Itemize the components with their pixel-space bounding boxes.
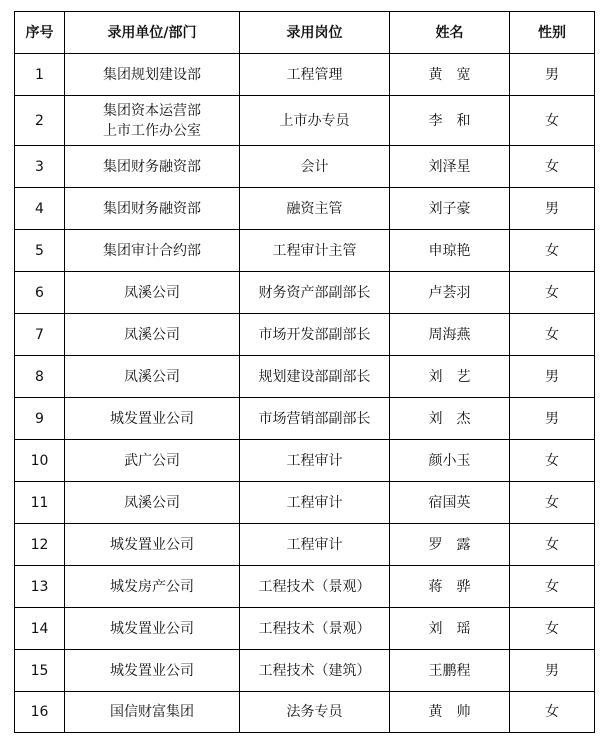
cell-post: 市场开发部副部长 xyxy=(240,314,390,356)
cell-gender: 女 xyxy=(510,146,595,188)
table-row xyxy=(15,566,595,608)
cell-unit xyxy=(65,692,240,733)
cell-gender: 男 xyxy=(510,188,595,230)
header-name: 姓名 xyxy=(390,12,510,54)
table-row xyxy=(15,524,595,566)
cell-name: 刘泽星 xyxy=(390,146,510,188)
cell-gender: 女 xyxy=(510,692,595,733)
unit-line-1: 凤溪公司 xyxy=(124,368,180,385)
unit-line-1: 集团财务融资部 xyxy=(103,200,201,217)
cell-unit xyxy=(65,440,240,482)
cell-unit xyxy=(65,146,240,188)
unit-line-2: 上市工作办公室 xyxy=(103,122,201,139)
table-row xyxy=(15,314,595,356)
cell-name: 宿国英 xyxy=(390,482,510,524)
cell-gender: 男 xyxy=(510,650,595,692)
unit-line-1: 武广公司 xyxy=(124,452,180,469)
unit-line-1: 凤溪公司 xyxy=(124,284,180,301)
cell-unit xyxy=(65,608,240,650)
cell-post: 法务专员 xyxy=(240,692,390,733)
cell-post: 融资主管 xyxy=(240,188,390,230)
cell-no: 13 xyxy=(15,566,65,608)
cell-unit xyxy=(65,566,240,608)
cell-unit xyxy=(65,230,240,272)
unit-line-1: 城发置业公司 xyxy=(110,620,194,637)
cell-no: 9 xyxy=(15,398,65,440)
cell-unit xyxy=(65,54,240,96)
cell-unit xyxy=(65,188,240,230)
cell-name: 黄 宽 xyxy=(390,54,510,96)
table-body xyxy=(15,54,595,733)
header-row xyxy=(15,12,595,54)
cell-no: 12 xyxy=(15,524,65,566)
table-row xyxy=(15,356,595,398)
cell-unit xyxy=(65,356,240,398)
cell-no: 7 xyxy=(15,314,65,356)
cell-gender: 男 xyxy=(510,356,595,398)
unit-line-1: 城发置业公司 xyxy=(110,662,194,679)
header-gender: 性别 xyxy=(510,12,595,54)
unit-line-1: 城发置业公司 xyxy=(110,410,194,427)
cell-no: 1 xyxy=(15,54,65,96)
cell-no: 15 xyxy=(15,650,65,692)
cell-unit xyxy=(65,398,240,440)
cell-no: 2 xyxy=(15,96,65,146)
unit-line-1: 城发置业公司 xyxy=(110,536,194,553)
table-row xyxy=(15,188,595,230)
cell-name: 申琼艳 xyxy=(390,230,510,272)
cell-name: 周海燕 xyxy=(390,314,510,356)
unit-line-1: 集团资本运营部 xyxy=(103,102,201,119)
cell-gender: 女 xyxy=(510,566,595,608)
cell-post: 工程管理 xyxy=(240,54,390,96)
cell-no: 8 xyxy=(15,356,65,398)
unit-line-1: 国信财富集团 xyxy=(110,704,194,720)
cell-post: 工程审计 xyxy=(240,482,390,524)
header-no: 序号 xyxy=(15,12,65,54)
cell-unit xyxy=(65,314,240,356)
cell-post: 上市办专员 xyxy=(240,96,390,146)
unit-line-1: 城发房产公司 xyxy=(110,578,194,595)
cell-gender: 男 xyxy=(510,398,595,440)
cell-name: 王鹏程 xyxy=(390,650,510,692)
cell-gender: 女 xyxy=(510,96,595,146)
cell-no: 6 xyxy=(15,272,65,314)
table-row xyxy=(15,692,595,733)
header-unit: 录用单位/部门 xyxy=(65,12,240,54)
cell-post: 工程审计 xyxy=(240,440,390,482)
cell-name: 刘子豪 xyxy=(390,188,510,230)
cell-no: 5 xyxy=(15,230,65,272)
cell-gender: 女 xyxy=(510,482,595,524)
cell-name: 颜小玉 xyxy=(390,440,510,482)
header-post: 录用岗位 xyxy=(240,12,390,54)
hiring-table xyxy=(14,11,595,733)
cell-name: 卢荟羽 xyxy=(390,272,510,314)
cell-post: 会计 xyxy=(240,146,390,188)
cell-post: 财务资产部副部长 xyxy=(240,272,390,314)
unit-line-1: 集团规划建设部 xyxy=(103,66,201,83)
cell-name: 蒋 骅 xyxy=(390,566,510,608)
cell-gender: 男 xyxy=(510,54,595,96)
cell-unit xyxy=(65,96,240,146)
table-row xyxy=(15,146,595,188)
cell-unit xyxy=(65,482,240,524)
table-row xyxy=(15,398,595,440)
cell-post: 规划建设部副部长 xyxy=(240,356,390,398)
table-row xyxy=(15,54,595,96)
cell-no: 14 xyxy=(15,608,65,650)
cell-post: 工程技术（建筑） xyxy=(240,650,390,692)
cell-gender: 女 xyxy=(510,230,595,272)
cell-name: 刘 杰 xyxy=(390,398,510,440)
cell-unit xyxy=(65,272,240,314)
cell-name: 刘 瑶 xyxy=(390,608,510,650)
table-row xyxy=(15,482,595,524)
cell-unit xyxy=(65,650,240,692)
unit-line-1: 集团财务融资部 xyxy=(103,158,201,175)
cell-no: 16 xyxy=(15,692,65,733)
table-row xyxy=(15,96,595,146)
cell-no: 10 xyxy=(15,440,65,482)
table-row xyxy=(15,608,595,650)
cell-post: 工程审计 xyxy=(240,524,390,566)
cell-name: 李 和 xyxy=(390,96,510,146)
unit-line-1: 集团审计合约部 xyxy=(103,242,201,259)
cell-gender: 女 xyxy=(510,524,595,566)
cell-post: 工程审计主管 xyxy=(240,230,390,272)
cell-post: 工程技术（景观） xyxy=(240,566,390,608)
cell-no: 3 xyxy=(15,146,65,188)
cell-no: 11 xyxy=(15,482,65,524)
table-row xyxy=(15,230,595,272)
cell-gender: 女 xyxy=(510,440,595,482)
cell-post: 市场营销部副部长 xyxy=(240,398,390,440)
table-row xyxy=(15,440,595,482)
unit-line-1: 凤溪公司 xyxy=(124,494,180,511)
cell-gender: 女 xyxy=(510,314,595,356)
cell-name: 刘 艺 xyxy=(390,356,510,398)
cell-no: 4 xyxy=(15,188,65,230)
cell-name: 罗 露 xyxy=(390,524,510,566)
unit-line-1: 凤溪公司 xyxy=(124,326,180,343)
cell-gender: 女 xyxy=(510,608,595,650)
table-row xyxy=(15,272,595,314)
cell-name: 黄 帅 xyxy=(390,692,510,733)
cell-post: 工程技术（景观） xyxy=(240,608,390,650)
cell-gender: 女 xyxy=(510,272,595,314)
table-row xyxy=(15,650,595,692)
cell-unit xyxy=(65,524,240,566)
